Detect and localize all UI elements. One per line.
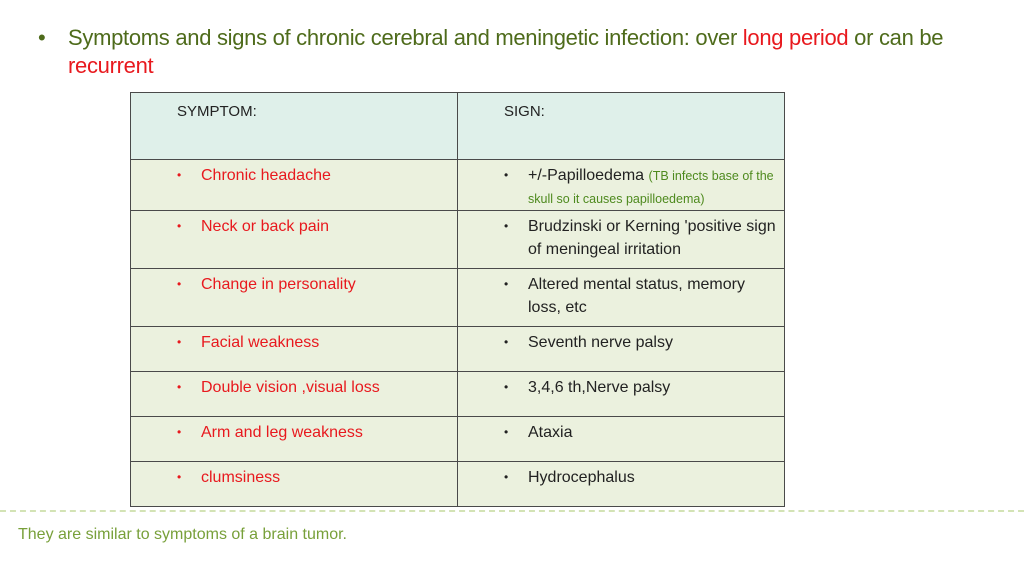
title-part-1: Symptoms and signs of chronic cerebral and meningetic infection: over [68, 25, 743, 50]
symptom-text: Double vision ,visual loss [201, 379, 380, 396]
sign-cell [458, 372, 784, 399]
table-row [131, 372, 785, 417]
symptom-cell [131, 160, 457, 187]
sign-text: 3,4,6 th,Nerve palsy [528, 379, 671, 396]
table-header-row [131, 93, 785, 160]
symptom-text: Chronic headache [201, 167, 331, 184]
bullet-icon: • [504, 219, 509, 233]
title-bullet: • [38, 25, 46, 50]
symptom-cell [131, 211, 457, 238]
bullet-icon: • [177, 425, 182, 439]
bullet-icon: • [504, 425, 509, 439]
table-row [131, 417, 785, 462]
symptom-cell [131, 372, 457, 399]
slide-title [38, 24, 958, 80]
header-sign: SIGN: [458, 93, 785, 160]
sign-text: Ataxia [528, 424, 573, 441]
sign-note: (TB infects base of the skull so it causes papilloedema) [528, 169, 774, 206]
sign-cell [458, 211, 784, 261]
table-row [131, 160, 785, 211]
footer-divider [0, 510, 1024, 512]
bullet-icon: • [177, 168, 182, 182]
symptom-text: Arm and leg weakness [201, 424, 363, 441]
bullet-icon: • [504, 380, 509, 394]
sign-text: +/-Papilloedema [528, 167, 645, 184]
bullet-icon: • [177, 219, 182, 233]
sign-text: Seventh nerve palsy [528, 334, 673, 351]
sign-cell [458, 462, 784, 489]
sign-text: Brudzinski or Kerning 'positive sign of meningeal irritation [528, 218, 776, 258]
symptom-text: Change in personality [201, 276, 356, 293]
title-highlight-long-period: long period [742, 25, 849, 50]
sign-cell [458, 417, 784, 444]
symptom-cell [131, 327, 457, 354]
bullet-icon: • [177, 335, 182, 349]
sign-cell [458, 327, 784, 354]
table-row [131, 269, 785, 327]
symptoms-signs-table [130, 92, 785, 507]
table-row [131, 211, 785, 269]
sign-cell [458, 160, 784, 210]
title-part-2: or can be [848, 25, 944, 50]
bullet-icon: • [177, 277, 182, 291]
header-symptom: SYMPTOM: [131, 93, 458, 160]
footer-note: They are similar to symptoms of a brain tumor. [18, 526, 347, 543]
symptom-cell [131, 462, 457, 489]
bullet-icon: • [177, 380, 182, 394]
title-highlight-recurrent: recurrent [68, 53, 154, 78]
symptom-text: clumsiness [201, 469, 281, 486]
symptom-text: Facial weakness [201, 334, 320, 351]
bullet-icon: • [504, 277, 509, 291]
bullet-icon: • [504, 168, 509, 182]
table-row [131, 462, 785, 507]
sign-text: Altered mental status, memory loss, etc [528, 276, 745, 316]
title-text [68, 24, 958, 80]
sign-cell [458, 269, 784, 319]
table-row [131, 327, 785, 372]
bullet-icon: • [177, 470, 182, 484]
symptom-cell [131, 269, 457, 296]
symptom-text: Neck or back pain [201, 218, 330, 235]
sign-text: Hydrocephalus [528, 469, 635, 486]
bullet-icon: • [504, 470, 509, 484]
symptom-cell [131, 417, 457, 444]
bullet-icon: • [504, 335, 509, 349]
